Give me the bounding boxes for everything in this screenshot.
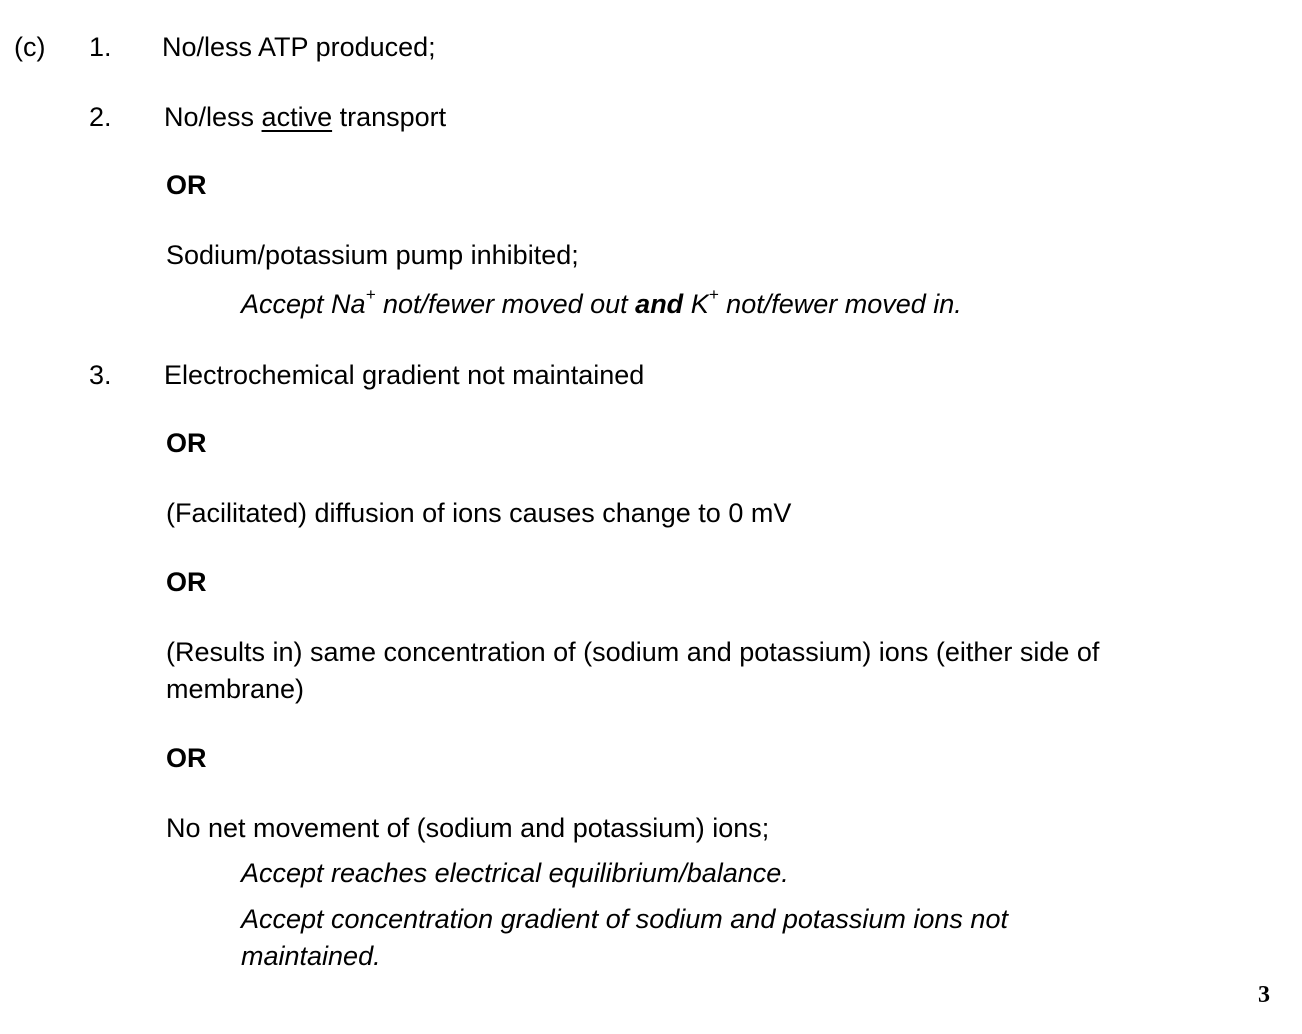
point-1-text: No/less ATP produced; [162,32,436,62]
part-label: (c) [14,32,46,62]
point-3-alt-1: (Facilitated) diffusion of ions causes change to 0 mV [166,498,792,528]
point-3-accept-1: Accept reaches electrical equilibrium/balance. [241,858,789,888]
point-1-number: 1. [89,32,112,62]
point-3-or-1: OR [166,428,207,458]
point-2-text-after: transport [339,102,447,132]
point-2-text [164,99,446,136]
point-3-alt-2: (Results in) same concentration of (sodium and potassium) ions (either side of membrane) [166,637,1100,704]
point-2-or: OR [166,170,207,200]
accept-out-text: not/fewer moved out [383,289,628,319]
marks-total: 3 [1258,982,1270,1008]
point-2-number: 2. [89,102,112,132]
point-3-accept-2: Accept concentration gradient of sodium and potassium ions not maintained. [241,904,1008,971]
point-3-text: Electrochemical gradient not maintained [164,360,645,390]
point-3-alt-3: No net movement of (sodium and potassium) ions; [166,813,770,843]
point-2-alt-text: Sodium/potassium pump inhibited; [166,240,579,270]
accept-and: and [635,289,684,319]
point-3-number: 3. [89,360,112,390]
point-3-or-3: OR [166,743,207,773]
point-2-underlined-word: active [261,102,333,132]
accept-in-text: not/fewer moved in. [726,289,962,319]
accept-k-text: K [690,289,709,319]
point-3-or-2: OR [166,567,207,597]
point-2-text-before: No/less [164,102,255,132]
k-charge: + [708,285,719,304]
na-charge: + [365,285,376,304]
point-2-accept-note [241,286,962,323]
accept-na-text: Accept Na [241,289,366,319]
